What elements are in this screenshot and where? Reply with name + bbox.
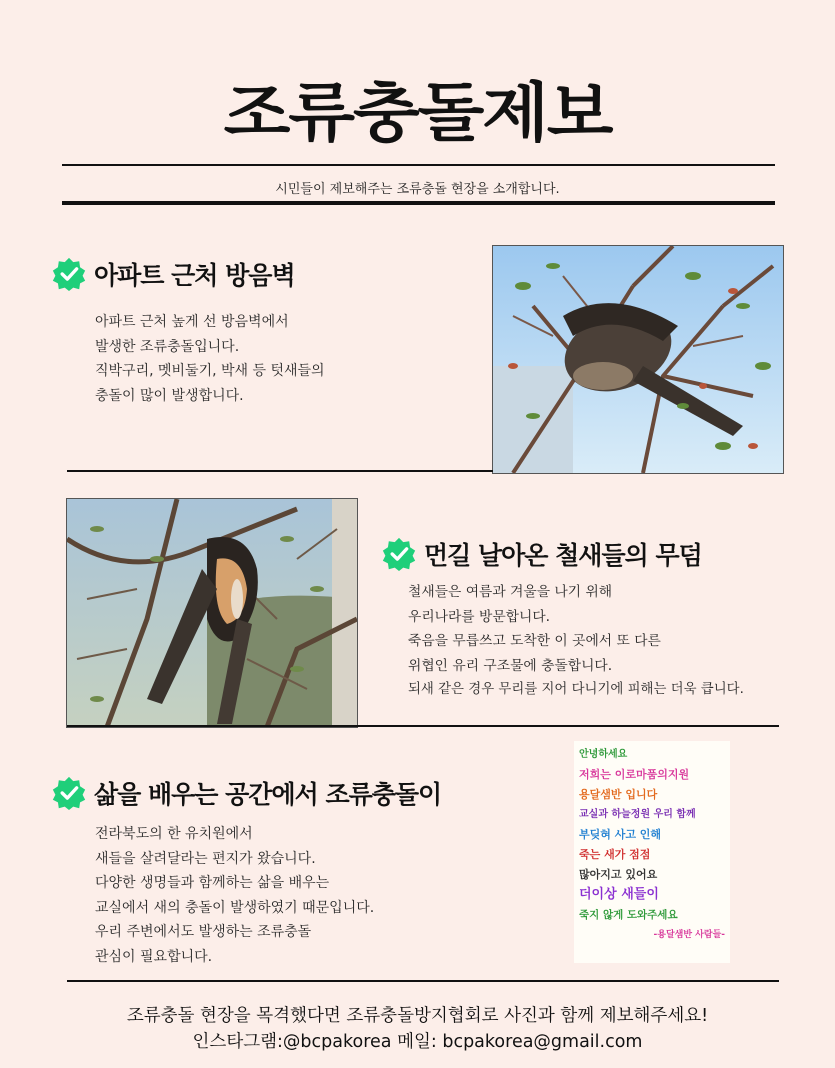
letter-line: 많아지고 있어요 [579, 868, 658, 881]
page-subtitle: 시민들이 제보해주는 조류충돌 현장을 소개합니다. [275, 182, 560, 197]
section-heading-2-text: 먼길 날아온 철새들의 무덤 [424, 541, 702, 570]
footer-rule [67, 980, 779, 982]
section-2-line: 죽음을 무릅쓰고 도착한 이 곳에서 또 다른 [408, 633, 661, 649]
section-3-line: 관심이 필요합니다. [95, 948, 213, 965]
page-title: 조류충돌제보 [223, 77, 612, 151]
section-2-line: 위협인 유리 구조물에 충돌합니다. [408, 657, 613, 674]
subtitle-bottom-rule [62, 201, 775, 205]
section-3-line: 다양한 생명들과 함께하는 삶을 배우는 [95, 875, 330, 891]
subtitle-top-rule [62, 164, 775, 166]
letter-line: 죽는 새가 점점 [579, 848, 651, 861]
section-1-rule [67, 470, 493, 472]
section-1-body [95, 310, 475, 408]
section-2-line: 철새들은 여름과 겨울을 나기 위해 [408, 584, 613, 600]
check-badge-icon [382, 537, 416, 571]
section-heading-1 [52, 256, 295, 292]
letter-line: 교실과 하늘정원 우리 함께 [579, 809, 696, 820]
photo-bird-in-tree [492, 245, 784, 474]
section-heading-3 [52, 775, 441, 811]
letter-line: 부딪혀 사고 인해 [579, 828, 662, 841]
section-1-line: 아파트 근처 높게 선 방음벽에서 [95, 314, 289, 330]
section-1-line: 직박구리, 멧비둘기, 박새 등 텃새들의 [95, 363, 325, 379]
section-2-body [408, 580, 828, 703]
photo-bird-hanging [66, 498, 358, 728]
letter-line: 안녕하세요 [579, 749, 628, 760]
section-heading-3-text: 삶을 배우는 공간에서 조류충돌이 [94, 780, 442, 809]
section-heading-2 [382, 536, 702, 572]
letter-line: -용달샘반 사람들- [653, 930, 725, 940]
letter-line: 더이상 새들이 [579, 887, 659, 902]
section-2-line: 우리나라를 방문합니다. [408, 608, 551, 625]
letter-line: 저희는 이로마품의지원 [579, 768, 690, 781]
footer-contact-text: 인스타그램:@bcpakorea 메일: bcpakorea@gmail.com [192, 1032, 643, 1052]
footer-report-text: 조류충돌 현장을 목격했다면 조류충돌방지협회로 사진과 함께 제보해주세요! [126, 1006, 709, 1026]
check-badge-icon [52, 776, 86, 810]
section-1-line: 발생한 조류충돌입니다. [95, 338, 240, 355]
section-2-line: 되새 같은 경우 무리를 지어 다니기에 피해는 더욱 큽니다. [408, 682, 744, 697]
section-2-rule [67, 725, 779, 727]
letter-line: 죽지 않게 도와주세요 [579, 909, 678, 921]
section-3-line: 교실에서 새의 충돌이 발생하였기 때문입니다. [95, 899, 375, 916]
section-3-body [95, 822, 515, 969]
childrens-letter-image [574, 741, 730, 963]
check-badge-icon [52, 257, 86, 291]
section-heading-1-text: 아파트 근처 방음벽 [94, 261, 295, 290]
letter-line: 용달샘반 입니다 [579, 788, 658, 801]
section-1-line: 충돌이 많이 발생합니다. [95, 387, 244, 404]
section-3-line: 전라북도의 한 유치원에서 [95, 826, 253, 842]
section-3-line: 우리 주변에서도 발생하는 조류충돌 [95, 924, 312, 940]
section-3-line: 새들을 살려달라는 편지가 왔습니다. [95, 850, 316, 867]
